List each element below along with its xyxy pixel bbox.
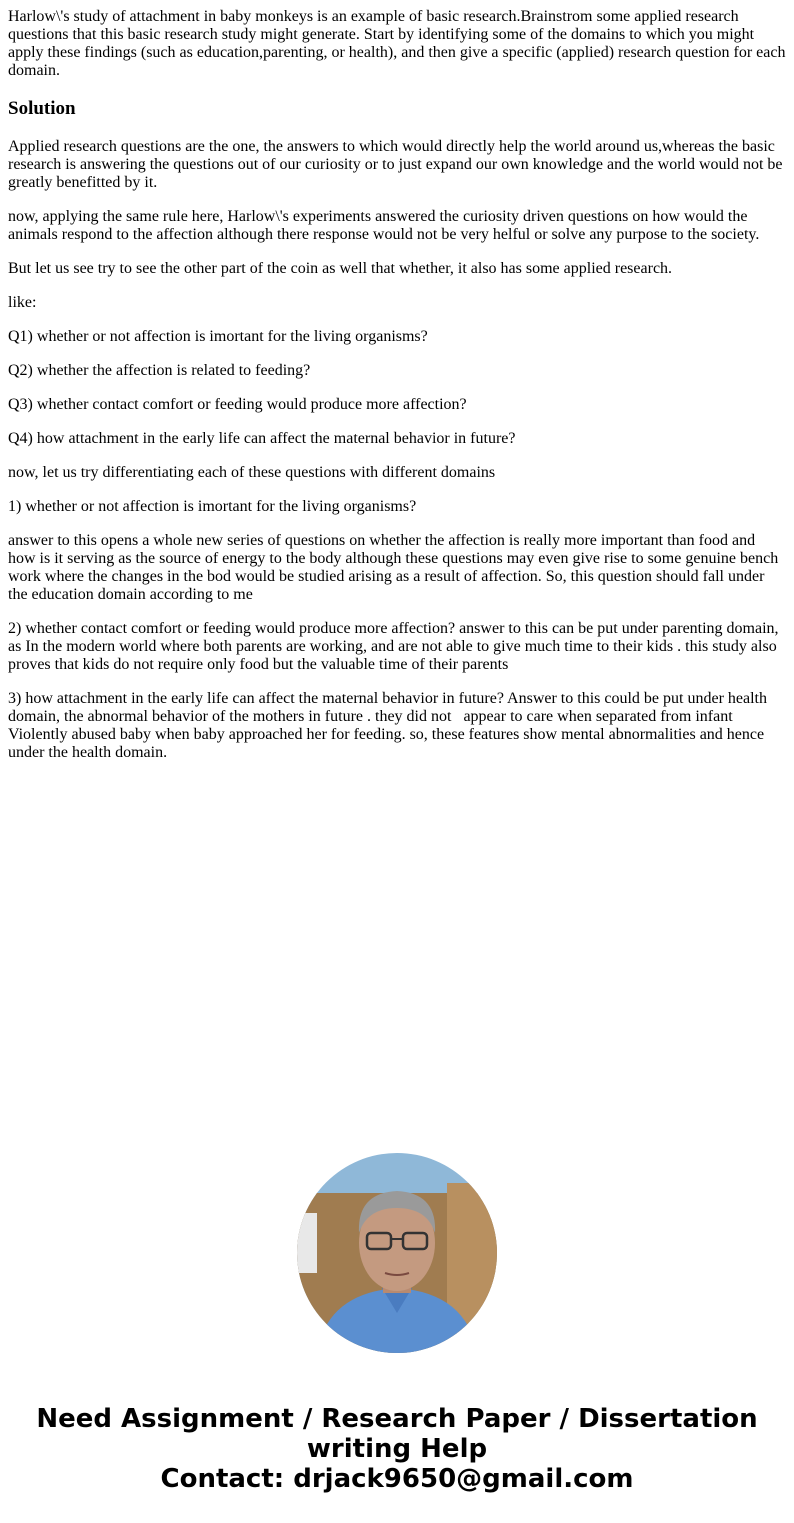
paragraph: now, let us try differentiating each of these questions with different domains: [8, 464, 496, 481]
paragraph: Q3) whether contact comfort or feeding would produce more affection?: [8, 396, 467, 413]
question-text: Harlow\'s study of attachment in baby monkeys is an example of basic research.Brainstrom some applied research questions that this basic research study might generate. Start by identifying some of the domains to which you might apply these findings (such as education,parenting, or health), and then give a specific (applied) research question for each domain.: [8, 8, 786, 79]
paragraph: 3) how attachment in the early life can affect the maternal behavior in future? Answer to this could be put under health domain, the abnormal behavior of the mothers in future . they did not appear to care when separated from infant Violently abused baby when baby approached her for feeding. so, these features show mental abnormalities and hence under the health domain.: [8, 690, 767, 761]
paragraph: like:: [8, 294, 37, 311]
footer-contact: Contact: drjack9650@gmail.com: [160, 1464, 634, 1494]
document-body: [8, 0, 786, 778]
paragraph: answer to this opens a whole new series of questions on whether the affection is really more important than food and how is it serving as the source of energy to the body although these questions may even give rise to some genuine bench work where the changes in the bod would be studied arising as a result of affection. So, this question should fall under the education domain according to me: [8, 532, 779, 603]
paragraph: Q2) whether the affection is related to feeding?: [8, 362, 311, 379]
footer-help-text: Need Assignment / Research Paper / Dissertation writing Help: [36, 1404, 758, 1464]
footer-banner: [0, 1404, 794, 1494]
author-avatar: [297, 1153, 497, 1353]
paragraph: now, applying the same rule here, Harlow\'s experiments answered the curiosity driven questions on how would the animals respond to the affection although there response would not be very helful or solve any purpose to the society.: [8, 208, 760, 243]
solution-heading: Solution: [8, 98, 76, 119]
paragraph: Q1) whether or not affection is imortant for the living organisms?: [8, 328, 428, 345]
paragraph: Applied research questions are the one, the answers to which would directly help the world around us,whereas the basic research is answering the questions out of our curiosity or to just expand our own knowledge and the world would not be greatly benefitted by it.: [8, 138, 783, 191]
paragraph: 1) whether or not affection is imortant for the living organisms?: [8, 498, 417, 515]
paragraph: 2) whether contact comfort or feeding would produce more affection? answer to this can be put under parenting domain, as In the modern world where both parents are working, and are not able to give much time to their kids . this study also proves that kids do not require only food but the valuable time of their parents: [8, 620, 779, 673]
paragraph: But let us see try to see the other part of the coin as well that whether, it also has some applied research.: [8, 260, 673, 277]
paragraph: Q4) how attachment in the early life can affect the maternal behavior in future?: [8, 430, 516, 447]
